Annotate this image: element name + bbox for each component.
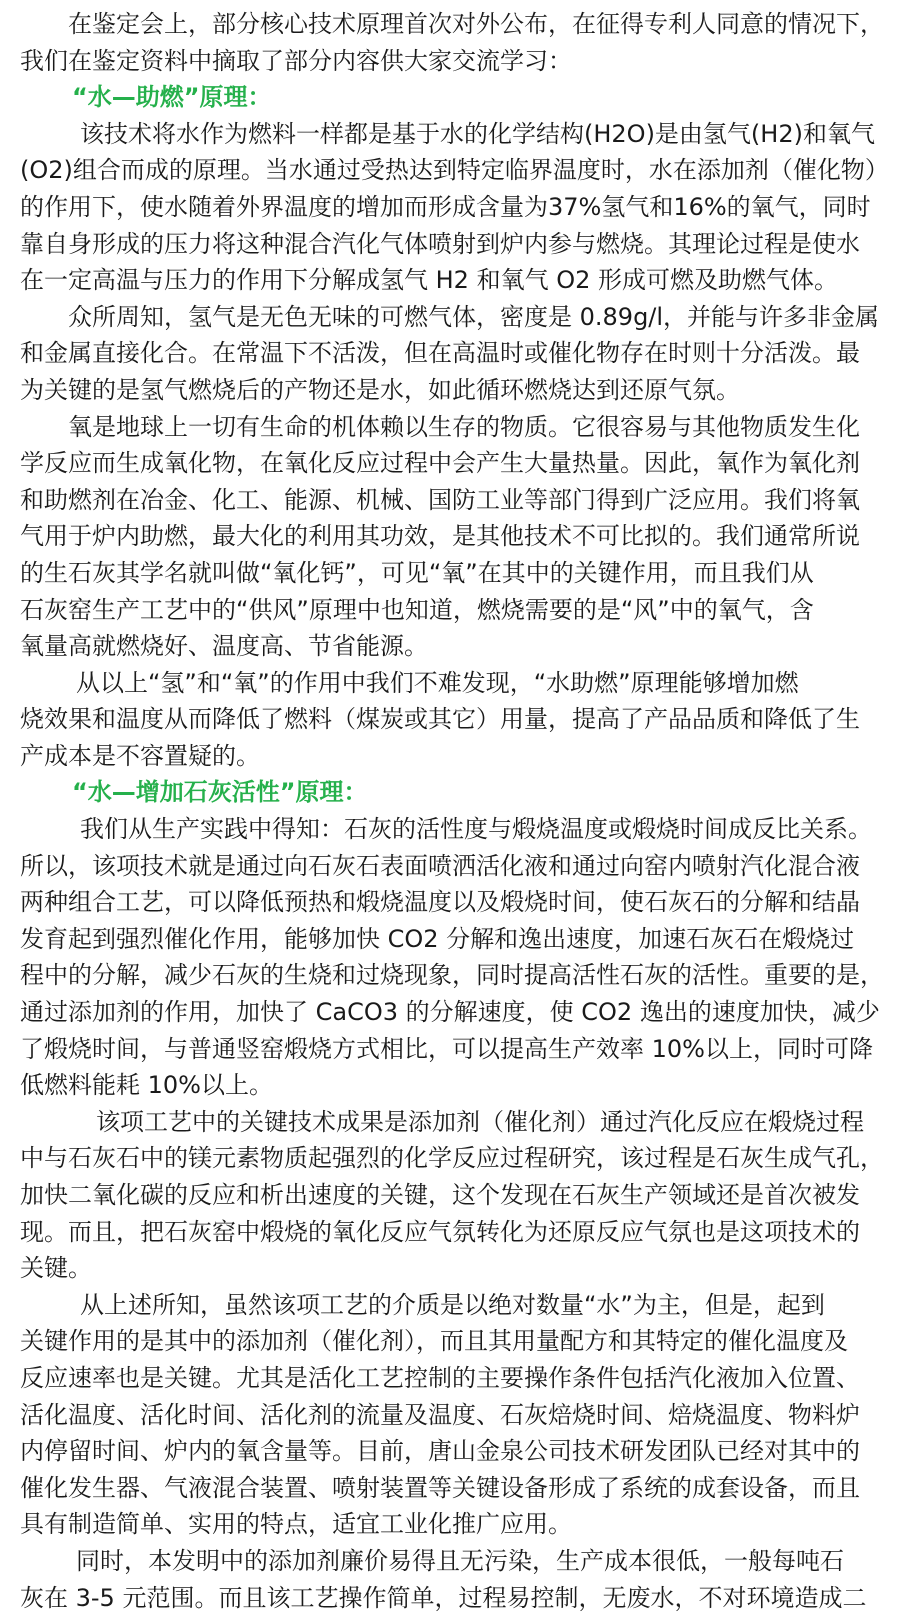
text-line: 所以，该项技术就是通过向石灰石表面喷洒活化液和通过向窑内喷射汽化混合液 <box>20 851 860 880</box>
text-line: 为关键的是氢气燃烧后的产物还是水，如此循环燃烧达到还原气氛。 <box>20 375 740 404</box>
text-line: 石灰窑生产工艺中的“供风”原理中也知道，燃烧需要的是“风”中的氧气，含 <box>20 595 814 624</box>
text-line: 加快二氧化碳的反应和析出速度的关键，这个发现在石灰生产领域还是首次被发 <box>20 1181 860 1209</box>
text-line: 两种组合工艺，可以降低预热和煅烧温度以及煅烧时间，使石灰石的分解和结晶 <box>20 888 860 917</box>
text-line: 活化温度、活化时间、活化剂的流量及温度、石灰焙烧时间、焙烧温度、物料炉 <box>20 1400 860 1429</box>
text-line: 的作用下，使水随着外界温度的增加而形成含量为37%氢气和16%的氧气，同时 <box>20 192 871 221</box>
text-line: 众所周知，氢气是无色无味的可燃气体，密度是 0.89g/l，并能与许多非金属 <box>68 302 880 331</box>
text-line: 氧是地球上一切有生命的机体赖以生存的物质。它很容易与其他物质发生化 <box>68 412 860 441</box>
text-line: 气用于炉内助燃，最大化的利用其功效，是其他技术不可比拟的。我们通常所说 <box>20 522 860 551</box>
text-line: 产成本是不容置疑的。 <box>20 741 260 770</box>
text-line: 靠自身形成的压力将这种混合汽化气体喷射到炉内参与燃烧。其理论过程是使水 <box>20 229 860 258</box>
text-line: 内停留时间、炉内的氧含量等。目前，唐山金泉公司技术研发团队已经对其中的 <box>20 1437 860 1466</box>
text-line: 催化发生器、气液混合装置、喷射装置等关键设备形成了系统的成套设备，而且 <box>20 1473 860 1502</box>
section-heading-water-combustion: “水—助燃”原理： <box>72 83 272 112</box>
text-line: 反应速率也是关键。尤其是活化工艺控制的主要操作条件包括汽化液加入位置、 <box>20 1363 860 1392</box>
text-line: 的生石灰其学名就叫做“氧化钙”，可见“氧”在其中的关键作用，而且我们从 <box>20 558 814 587</box>
text-line: 现。而且，把石灰窑中煅烧的氧化反应气氛转化为还原反应气氛也是这项技术的 <box>20 1217 860 1246</box>
text-line: 氧量高就燃烧好、温度高、节省能源。 <box>20 632 428 661</box>
text-line: 关键。 <box>20 1254 92 1283</box>
text-line: (O2)组合而成的原理。当水通过受热达到特定临界温度时，水在添加剂（催化物） <box>20 156 889 185</box>
text-line: 在一定高温与压力的作用下分解成氢气 H2 和氧气 O2 形成可燃及助燃气体。 <box>20 266 838 295</box>
text-line: 该项工艺中的关键技术成果是添加剂（催化剂）通过汽化反应在煅烧过程 <box>96 1107 864 1136</box>
text-line: 和助燃剂在冶金、化工、能源、机械、国防工业等部门得到广泛应用。我们将氧 <box>20 485 860 514</box>
text-line: 程中的分解，减少石灰的生烧和过烧现象，同时提高活性石灰的活性。重要的是， <box>20 961 884 990</box>
text-line: 从以上“氢”和“氧”的作用中我们不难发现，“水助燃”原理能够增加燃 <box>76 668 799 697</box>
text-line: 灰在 3-5 元范围。而且该工艺操作简单，过程易控制，无废水，不对环境造成二 <box>20 1583 867 1612</box>
text-line: 烧效果和温度从而降低了燃料（煤炭或其它）用量，提高了产品品质和降低了生 <box>20 705 860 734</box>
section-heading-lime-activity: “水—增加石灰活性”原理： <box>72 778 368 807</box>
text-line: 在鉴定会上，部分核心技术原理首次对外公布，在征得专利人同意的情况下， <box>68 10 884 38</box>
text-line: 低燃料能耗 10%以上。 <box>20 1071 273 1100</box>
text-line: 通过添加剂的作用，加快了 CaCO3 的分解速度，使 CO2 逸出的速度加快，减少 <box>20 998 880 1027</box>
text-line: 同时，本发明中的添加剂廉价易得且无污染，生产成本很低，一般每吨石 <box>76 1546 844 1575</box>
text-line: 中与石灰石中的镁元素物质起强烈的化学反应过程研究，该过程是石灰生成气孔， <box>20 1144 884 1173</box>
text-line: 具有制造简单、实用的特点，适宜工业化推广应用。 <box>20 1510 572 1539</box>
text-line: 关键作用的是其中的添加剂（催化剂），而且其用量配方和其特定的催化温度及 <box>20 1327 848 1356</box>
text-line: 了煅烧时间，与普通竖窑煅烧方式相比，可以提高生产效率 10%以上，同时可降 <box>20 1034 873 1063</box>
text-line: 我们在鉴定资料中摘取了部分内容供大家交流学习： <box>20 46 572 75</box>
text-line: 从上述所知，虽然该项工艺的介质是以绝对数量“水”为主，但是，起到 <box>80 1290 825 1319</box>
text-line: 该技术将水作为燃料一样都是基于水的化学结构(H2O)是由氢气(H2)和氧气 <box>80 119 875 148</box>
text-line: 学反应而生成氧化物，在氧化反应过程中会产生大量热量。因此，氧作为氧化剂 <box>20 449 860 478</box>
text-line: 和金属直接化合。在常温下不活泼，但在高温时或催化物存在时则十分活泼。最 <box>20 339 860 368</box>
text-line: 我们从生产实践中得知：石灰的活性度与煅烧温度或煅烧时间成反比关系。 <box>80 815 872 844</box>
text-line: 发育起到强烈催化作用，能够加快 CO2 分解和逸出速度，加速石灰石在煅烧过 <box>20 924 855 953</box>
